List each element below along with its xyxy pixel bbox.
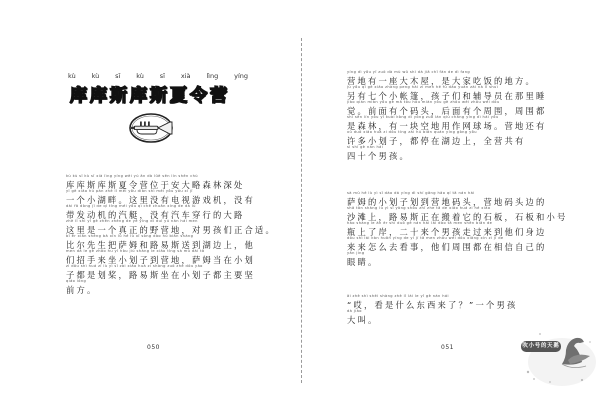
pinyin-line: āi zhè shì shéi shàng zhè lǐ lái le yī gè nán hái <box>347 294 449 298</box>
chinese-line: 大叫。 <box>347 315 379 325</box>
pinyin-line: yī gè xiǎo hú pàn zhè lǐ méi yǒu diàn shì méi yǒu yóu xì jī <box>66 189 193 193</box>
title-pinyin-syllable: lìng <box>206 72 219 80</box>
text-line <box>347 85 553 100</box>
chinese-line: 萨姆的小划子划到营地码头，营地码头边的 <box>347 197 547 207</box>
chinese-line: 比尔先生把萨姆和路易斯送到湖边上，他 <box>66 240 255 250</box>
chinese-line: 是森林，有一块空地用作网球场。营地还有 <box>347 121 547 131</box>
text-line <box>347 145 553 160</box>
swan-corner-decoration-icon <box>510 322 596 388</box>
pinyin-line: bǐ ěr xiān shēng bǎ xīn lǚ hé lù xī sòng dào hú biān shàng <box>66 234 194 238</box>
text-line <box>347 294 553 309</box>
left-page-body <box>66 174 276 295</box>
title-pinyin-syllable: sī <box>159 72 165 80</box>
pinyin-line: yǎn jing <box>347 251 365 255</box>
text-line <box>66 234 266 249</box>
pinyin-line: hào shàng le àn èr shí duō gè nán hái lái dào tā men shēn biān de <box>347 221 493 225</box>
text-line <box>66 189 266 204</box>
pinyin-line: sà mǔ hé lù yì sī dào dá yíng dì shí gāng hǎo qí tā nán hái <box>347 191 475 195</box>
text-line <box>347 191 553 206</box>
text-line <box>347 100 553 115</box>
text-line <box>347 70 553 85</box>
chinese-line: 来来怎么去看事，他们周围都在相信自己的 <box>347 242 547 252</box>
pinyin-line: shā tān shàng lù yì sī yòng shǒu zhǐ zhe tā de xiǎo huá zi hé xiǎo <box>347 206 491 210</box>
right-page-paragraph-2 <box>347 191 568 267</box>
pinyin-line: dà jiào <box>347 309 362 313</box>
chinese-line: 许多小划子，都停在湖边上，全营共有 <box>347 136 526 146</box>
pinyin-line: sì shí gè nán hái <box>347 145 384 149</box>
chinese-line: 觉。前面有个码头，后面有个周围，周围都 <box>347 106 547 116</box>
right-page-number: 051 <box>441 344 454 351</box>
text-line <box>347 221 553 236</box>
title-pinyin-syllable: kù <box>91 72 100 80</box>
chinese-line: 眼睛。 <box>347 257 379 267</box>
text-line <box>347 115 553 130</box>
chinese-line: “哎，看是什么东西来了？”一个男孩 <box>347 300 518 310</box>
text-line <box>66 174 266 189</box>
right-page-paragraph-3 <box>347 294 553 324</box>
chinese-line: 营地有一座大木屋，是大家吃饭的地方。 <box>347 76 536 86</box>
pinyin-line: yíng dì yǒu yī zuò dà mù wū shì dà jiā chī fàn de dì fang <box>347 70 471 74</box>
right-page-paragraph-1 <box>347 70 553 160</box>
book-title-badge: 吹小号的天鹅 <box>521 341 561 352</box>
chinese-line: 子都是划桨，路易斯坐在小划子都主要坚 <box>66 270 255 280</box>
title-pinyin-syllable: kù <box>136 72 144 80</box>
text-line <box>66 249 266 264</box>
pinyin-line: jiào qián miàn yǒu gè mǎ tóu hòu miàn yǒu gè zhōu wéi zhōu wéi dōu <box>347 100 500 104</box>
trumpet-emblem-icon <box>128 112 178 144</box>
text-line <box>347 236 553 251</box>
pinyin-line: zi dōu shì huá zǐ lù yì sī zài xiǎo huá zi shàng zuò zhe dōu yào <box>66 264 203 268</box>
chinese-line: 另有七个小帐篷，孩子们和辅导员在那里睡 <box>347 91 547 101</box>
title-pinyin-syllable: xià <box>180 72 191 80</box>
chinese-line: 带发动机的汽艇，没有汽车穿行的大路 <box>66 210 245 220</box>
pinyin-line: men dǎ le gè zhāo hu yǐ hòu jiù shàng le xiǎo tǐng sà mǔ dài tā <box>66 249 205 253</box>
chapter-title: 库库斯库斯夏令营 <box>70 86 230 106</box>
text-line <box>66 204 266 219</box>
title-pinyin-syllable: kù <box>68 72 76 80</box>
text-line <box>347 251 553 266</box>
title-pinyin-syllable: yíng <box>234 72 248 80</box>
text-line <box>66 279 266 294</box>
pinyin-line: dài fā dòng jī de qì tǐng méi yǒu qì chē chuān xíng de dà lù <box>66 204 196 208</box>
title-pinyin-syllable: sī <box>115 72 121 80</box>
left-page-number: 050 <box>147 344 160 351</box>
chinese-line: 一个小湖畔。这里没有电视游戏机，没有 <box>66 195 255 205</box>
pinyin-line: kù kù sī kù sī xià lìng yíng wèi yú ān dà lüè sēn lín shēn chù <box>66 174 198 178</box>
chinese-line: 库库斯库斯夏令营位于安大略森林深处 <box>66 180 245 190</box>
text-line <box>347 130 553 145</box>
text-line <box>347 206 568 222</box>
chinese-line: 前方。 <box>66 285 98 295</box>
text-line <box>66 219 276 235</box>
pinyin-line: qiáo lóng <box>66 279 87 283</box>
chinese-line: 四十个男孩。 <box>347 151 410 161</box>
pinyin-line: xǔ duō xiǎo huá zi dōu tíng zài hú biān quán yíng gòng yǒu <box>347 130 477 134</box>
chinese-line: 沙滩上，路易斯正在搬着它的石板，石板和小号 <box>347 212 568 222</box>
text-line <box>66 264 266 279</box>
chapter-title-pinyin <box>68 72 248 80</box>
pinyin-line: dōu shì lái kàn huān yíng de yí jí tā men zhōu wéi dōu xiāng xìn zì jǐ de <box>347 236 504 240</box>
pinyin-line: shì sēn lín yǒu yī kuài kòng dì yòng zuò lán qiú chǎng yíng dì hái yǒu <box>347 115 499 119</box>
chinese-line: 这里是一个真正的野营地，对男孩们正合适。 <box>66 225 276 235</box>
chinese-line: 们招手来坐小划子到营地，萨姆当在小划 <box>66 255 255 265</box>
pinyin-line: jù yǒu qī gè xiǎo zhàng peng hái zi men hé fǔ dǎo yuán zài nà lǐ shuì <box>347 85 499 89</box>
pinyin-line: zhè lǐ shì yī gè zhēn zhèng de yě yíng dì duì yú nán hái men <box>66 219 198 223</box>
chinese-line: 瓶上了岸，二十来个男孩走过来到他们身边 <box>347 227 547 237</box>
